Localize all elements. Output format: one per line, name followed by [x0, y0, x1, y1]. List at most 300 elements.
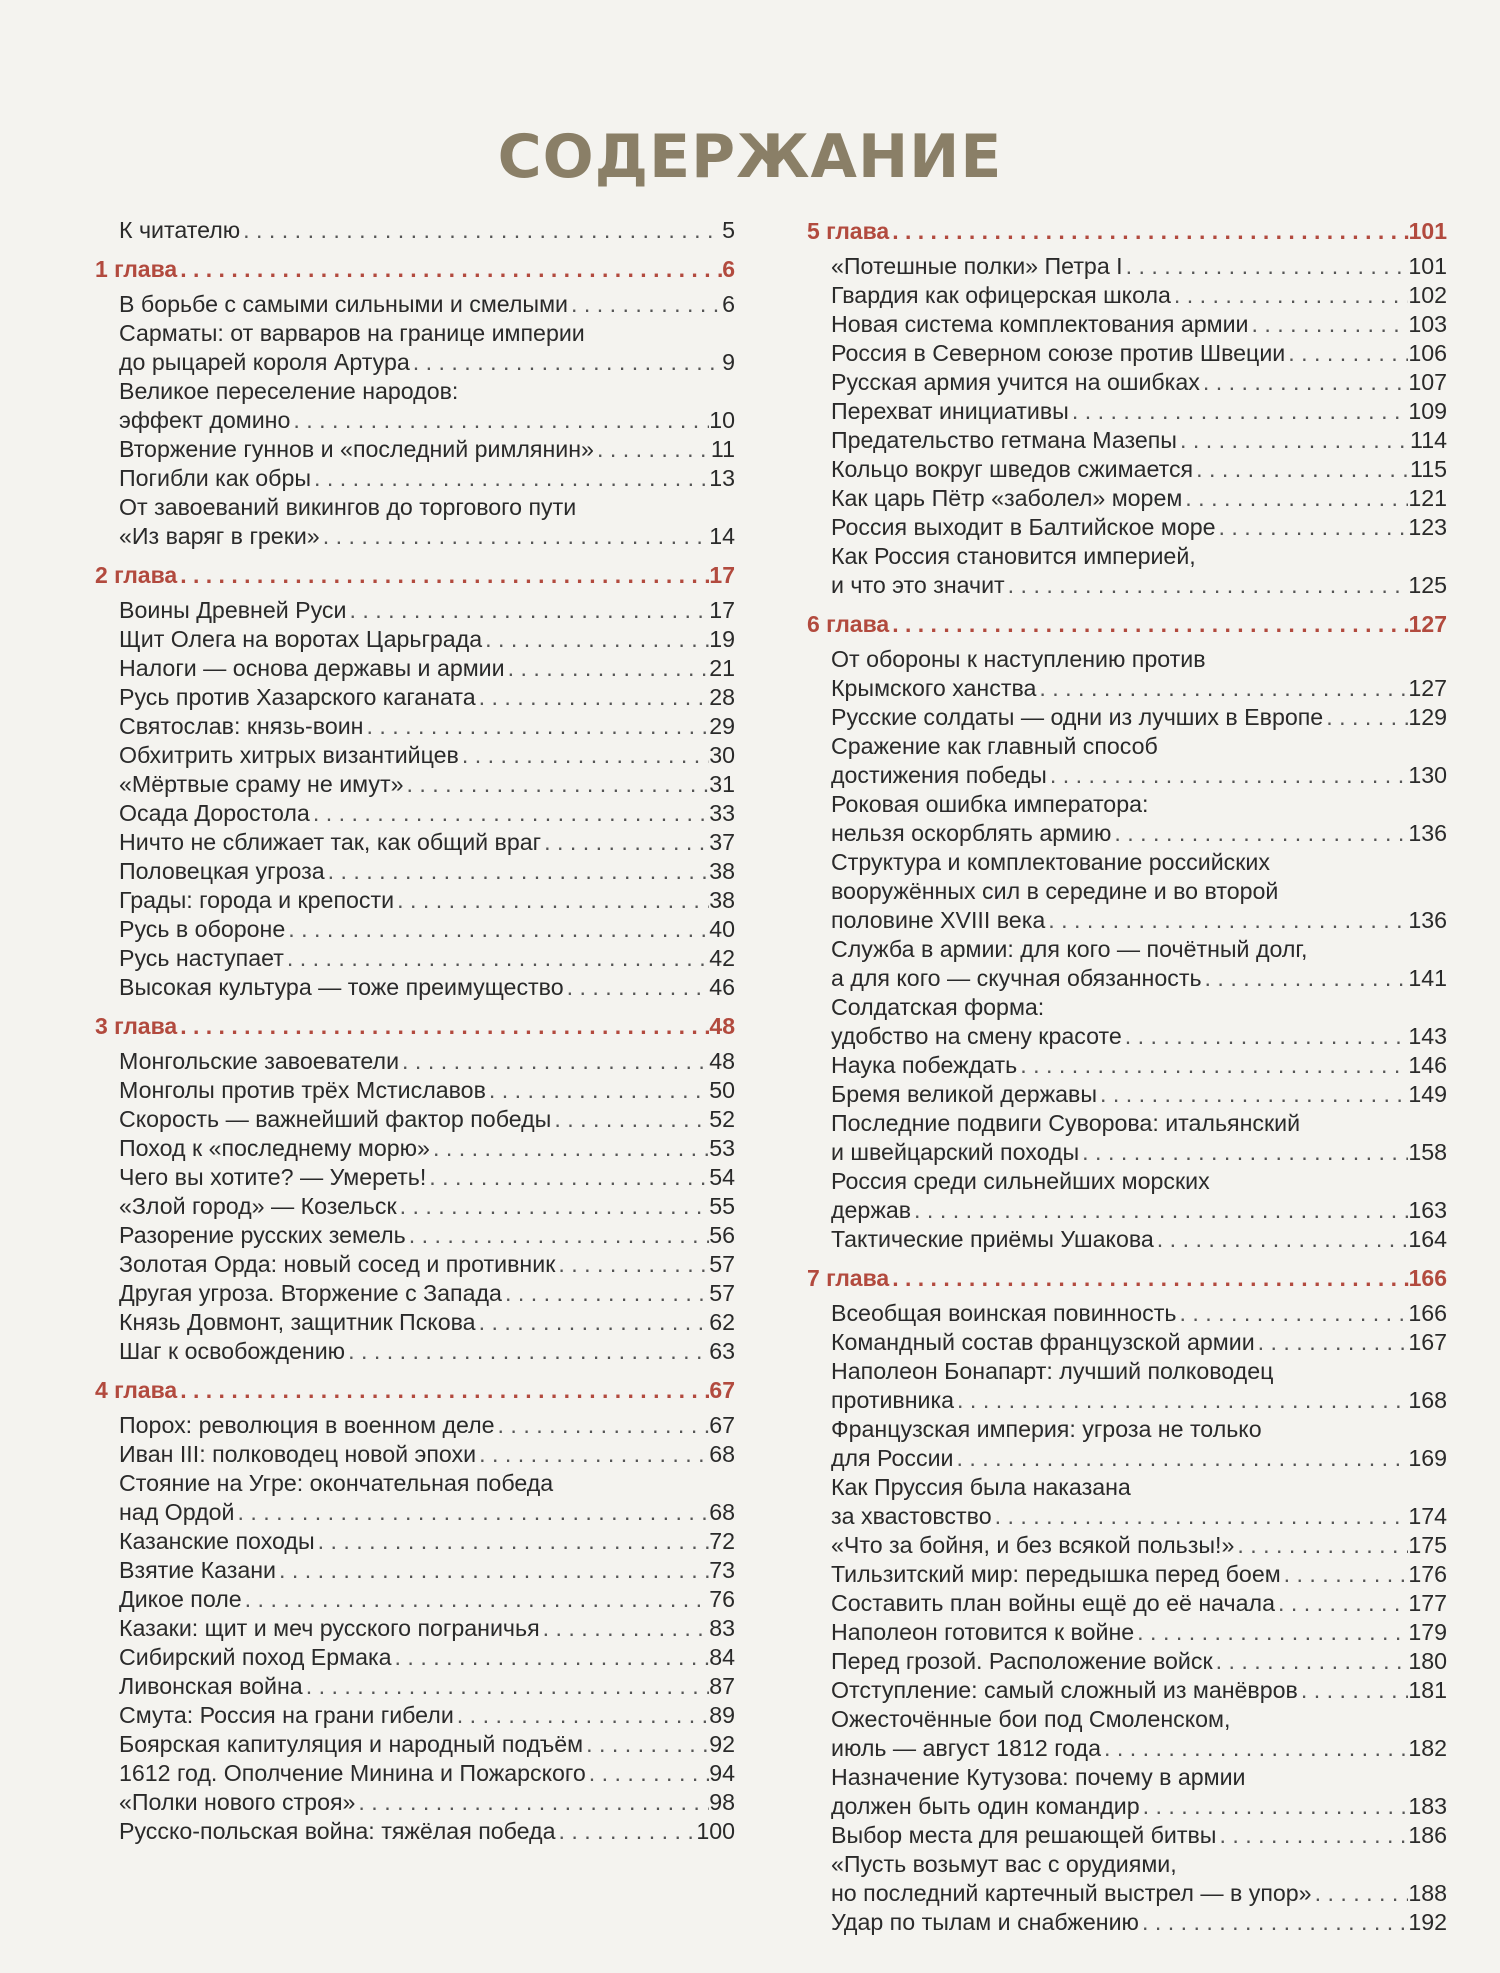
dot-leader: [586, 1759, 709, 1788]
toc-entry[interactable]: [95, 1701, 735, 1730]
page-number: 146: [1408, 1052, 1447, 1078]
toc-entry[interactable]: [95, 654, 735, 683]
toc-entry[interactable]: [807, 513, 1447, 542]
dot-leader: [1047, 761, 1409, 790]
page-number: 6: [722, 291, 735, 317]
toc-entry[interactable]: [807, 1705, 1447, 1734]
toc-entry[interactable]: [807, 1386, 1447, 1415]
entry-title: Выбор места для решающей битвы: [831, 1822, 1217, 1848]
toc-entry[interactable]: [95, 1105, 735, 1134]
entry-title: Поход к «последнему морю»: [119, 1135, 430, 1161]
toc-entry[interactable]: [807, 1908, 1447, 1937]
entry-title: Ничто не сближает так, как общий враг: [119, 829, 542, 855]
dot-leader: [285, 915, 709, 944]
entry-title: Солдатская форма:: [831, 994, 1045, 1020]
dot-leader: [346, 596, 709, 625]
dot-leader: [1177, 426, 1410, 455]
chapter-section: [95, 1011, 735, 1366]
page-number: 92: [709, 1731, 735, 1757]
dot-leader: [1123, 252, 1409, 281]
dot-leader: [345, 1337, 709, 1366]
toc-entry[interactable]: [95, 1279, 735, 1308]
dot-leader: [177, 1011, 709, 1041]
dot-leader: [177, 1375, 709, 1405]
chapter-heading[interactable]: [95, 254, 735, 284]
toc-entry[interactable]: [95, 1556, 735, 1585]
entry-title: К читателю: [119, 217, 241, 243]
page-number: 76: [709, 1586, 735, 1612]
page-number: 37: [709, 829, 735, 855]
page-number: 164: [1408, 1226, 1447, 1252]
toc-entry[interactable]: [807, 1473, 1447, 1502]
toc-entry[interactable]: [95, 1730, 735, 1759]
toc-entry[interactable]: [95, 348, 735, 377]
toc-entry[interactable]: [807, 790, 1447, 819]
toc-entry[interactable]: [95, 522, 735, 551]
dot-leader: [242, 1585, 710, 1614]
page-number: 6: [722, 256, 735, 282]
page-number: 28: [709, 684, 735, 710]
toc-entry[interactable]: [95, 625, 735, 654]
page-number: 94: [709, 1760, 735, 1786]
toc-entry[interactable]: [807, 645, 1447, 674]
dot-leader: [1097, 1080, 1408, 1109]
toc-column-right: [807, 216, 1447, 1937]
toc-entry[interactable]: [95, 973, 735, 1002]
toc-entry[interactable]: [95, 915, 735, 944]
toc-entry[interactable]: [807, 848, 1447, 877]
entry-title: «Злой город» — Козельск: [119, 1193, 397, 1219]
toc-entry[interactable]: [807, 703, 1447, 732]
toc-entry[interactable]: [807, 571, 1447, 600]
page-number: 130: [1408, 762, 1447, 788]
page-number: 11: [710, 436, 735, 462]
toc-entry[interactable]: [807, 1502, 1447, 1531]
toc-entry[interactable]: [95, 741, 735, 770]
entry-title: Как Россия становится империей,: [831, 543, 1196, 569]
toc-entry[interactable]: [807, 1225, 1447, 1254]
toc-entry[interactable]: [807, 426, 1447, 455]
toc-entry[interactable]: [95, 1817, 735, 1846]
toc-entry[interactable]: [807, 397, 1447, 426]
entry-title: Монголы против трёх Мстиславов: [119, 1077, 486, 1103]
dot-leader: [310, 799, 709, 828]
toc-entry[interactable]: [95, 1221, 735, 1250]
entry-title: Составить план войны ещё до её начала: [831, 1590, 1275, 1616]
entry-title: Золотая Орда: новый сосед и противник: [119, 1251, 556, 1277]
page-number: 192: [1408, 1909, 1447, 1935]
toc-entry[interactable]: [807, 877, 1447, 906]
page-number: 143: [1408, 1023, 1447, 1049]
entry-title: Служба в армии: для кого — почётный долг,: [831, 936, 1308, 962]
entry-title: От завоеваний викингов до торгового пути: [119, 494, 577, 520]
entry-title: для России: [831, 1445, 954, 1471]
dot-leader: [556, 1817, 697, 1846]
page-number: 100: [696, 1818, 735, 1844]
page-number: 89: [709, 1702, 735, 1728]
page-number: 30: [709, 742, 735, 768]
entry-title: Щит Олега на воротах Царьграда: [119, 626, 483, 652]
dot-leader: [495, 1411, 710, 1440]
page-number: 136: [1408, 820, 1447, 846]
page-number: 48: [709, 1013, 735, 1039]
entry-title: Высокая культура — тоже преимущество: [119, 974, 564, 1000]
toc-entry[interactable]: [95, 464, 735, 493]
toc-entry[interactable]: [95, 1614, 735, 1643]
page-number: 176: [1408, 1561, 1447, 1587]
toc-entry[interactable]: [807, 455, 1447, 484]
page-number: 38: [709, 858, 735, 884]
page-number: 174: [1408, 1503, 1447, 1529]
toc-entry[interactable]: [807, 1589, 1447, 1618]
entry-title: Князь Довмонт, защитник Пскова: [119, 1309, 476, 1335]
toc-entry[interactable]: [807, 368, 1447, 397]
entry-title: Кольцо вокруг шведов сжимается: [831, 456, 1194, 482]
entry-title: 6 глава: [807, 611, 890, 637]
toc-entry[interactable]: [95, 1585, 735, 1614]
dot-leader: [1255, 1328, 1409, 1357]
toc-entry[interactable]: [95, 1440, 735, 1469]
entry-title: Перехват инициативы: [831, 398, 1069, 424]
entry-title: В борьбе с самыми сильными и смелыми: [119, 291, 568, 317]
entry-title: «Что за бойня, и без всякой пользы!»: [831, 1532, 1235, 1558]
page-number: 57: [709, 1251, 735, 1277]
entry-title: 4 глава: [95, 1377, 178, 1403]
entry-title: Командный состав французской армии: [831, 1329, 1255, 1355]
page-number: 98: [709, 1789, 735, 1815]
toc-entry[interactable]: [95, 319, 735, 348]
page-number: 109: [1408, 398, 1447, 424]
toc-entry[interactable]: [95, 770, 735, 799]
entry-title: «Из варяг в греки»: [119, 523, 320, 549]
dot-leader: [555, 1250, 709, 1279]
toc-entry[interactable]: [95, 290, 735, 319]
page-number: 181: [1408, 1677, 1447, 1703]
dot-leader: [406, 1221, 709, 1250]
chapter-section: [807, 1263, 1447, 1937]
toc-entry[interactable]: [95, 857, 735, 886]
entry-title: Другая угроза. Вторжение с Запада: [119, 1280, 502, 1306]
dot-leader: [397, 1192, 710, 1221]
toc-entry[interactable]: [807, 1022, 1447, 1051]
toc-entry[interactable]: [95, 1076, 735, 1105]
dot-leader: [486, 1076, 709, 1105]
page-number: 102: [1408, 282, 1447, 308]
entry-title: за хвастовство: [831, 1503, 992, 1529]
dot-leader: [954, 1444, 1409, 1473]
entry-title: Последние подвиги Суворова: итальянский: [831, 1110, 1301, 1136]
entry-title: Погибли как обры: [119, 465, 312, 491]
page-number: 125: [1408, 572, 1447, 598]
toc-entry[interactable]: [807, 1167, 1447, 1196]
page-number: 114: [1410, 427, 1447, 453]
toc-entry[interactable]: [807, 1763, 1447, 1792]
entry-title: а для кого — скучная обязанность: [831, 965, 1202, 991]
entry-title: Русская армия учится на ошибках: [831, 369, 1200, 395]
entry-title: Отступление: самый сложный из манёвров: [831, 1677, 1298, 1703]
dot-leader: [355, 1788, 709, 1817]
entry-title: Тактические приёмы Ушакова: [831, 1226, 1154, 1252]
toc-entry[interactable]: [807, 906, 1447, 935]
toc-entry[interactable]: [95, 886, 735, 915]
dot-leader: [311, 464, 709, 493]
entry-title: противника: [831, 1387, 955, 1413]
toc-entry[interactable]: [807, 1415, 1447, 1444]
dot-leader: [392, 1643, 710, 1672]
dot-leader: [315, 1527, 710, 1556]
toc-entry[interactable]: [95, 1337, 735, 1366]
dot-leader: [1045, 906, 1408, 935]
toc-entry-intro[interactable]: [95, 216, 735, 245]
toc-entry[interactable]: [95, 828, 735, 857]
chapter-section: [95, 560, 735, 1002]
entry-title: Россия в Северном союзе против Швеции: [831, 340, 1286, 366]
entry-title: Разорение русских земель: [119, 1222, 406, 1248]
entry-title: Обхитрить хитрых византийцев: [119, 742, 459, 768]
dot-leader: [1036, 674, 1408, 703]
entry-title: Скорость — важнейший фактор победы: [119, 1106, 552, 1132]
entry-title: Русь в обороне: [119, 916, 286, 942]
toc-entry[interactable]: [95, 1788, 735, 1817]
page-number: 73: [709, 1557, 735, 1583]
page-number: 87: [709, 1673, 735, 1699]
dot-leader: [364, 712, 710, 741]
entry-title: Воины Древней Руси: [119, 597, 347, 623]
dot-leader: [1213, 1647, 1409, 1676]
entry-title: Русь против Хазарского каганата: [119, 684, 476, 710]
toc-entry[interactable]: [807, 1109, 1447, 1138]
page-number: 169: [1408, 1445, 1447, 1471]
toc-entry[interactable]: [95, 1643, 735, 1672]
page-number: 68: [709, 1441, 735, 1467]
toc-entry[interactable]: [95, 1498, 735, 1527]
toc-entry[interactable]: [807, 761, 1447, 790]
entry-title: держав: [831, 1197, 912, 1223]
toc-entry[interactable]: [807, 1051, 1447, 1080]
chapter-heading[interactable]: [95, 1011, 735, 1041]
dot-leader: [583, 1730, 709, 1759]
dot-leader: [505, 654, 710, 683]
dot-leader: [1298, 1676, 1408, 1705]
dot-leader: [889, 1263, 1408, 1293]
toc-entry[interactable]: [95, 712, 735, 741]
toc-entry[interactable]: [807, 1618, 1447, 1647]
entry-title: удобство на смену красоте: [831, 1023, 1122, 1049]
page-number: 103: [1408, 311, 1447, 337]
toc-entry[interactable]: [95, 406, 735, 435]
toc-entry[interactable]: [807, 1821, 1447, 1850]
page-number: 14: [709, 523, 735, 549]
toc-entry[interactable]: [807, 993, 1447, 1022]
toc-entry[interactable]: [807, 339, 1447, 368]
page-number: 54: [709, 1164, 735, 1190]
entry-title: Казанские походы: [119, 1528, 315, 1554]
toc-column-left: [95, 216, 735, 1846]
dot-leader: [911, 1196, 1408, 1225]
entry-title: «Потешные полки» Петра I: [831, 253, 1123, 279]
entry-title: нельзя оскорблять армию: [831, 820, 1112, 846]
dot-leader: [430, 1134, 709, 1163]
entry-title: Казаки: щит и меч русского пограничья: [119, 1615, 540, 1641]
page-title: СОДЕРЖАНИЕ: [497, 122, 1003, 192]
dot-leader: [1275, 1589, 1408, 1618]
dot-leader: [284, 944, 709, 973]
toc-entry[interactable]: [807, 674, 1447, 703]
entry-title: Порох: революция в военном деле: [119, 1412, 495, 1438]
dot-leader: [1249, 310, 1409, 339]
page-number: 101: [1408, 253, 1447, 279]
dot-leader: [290, 406, 709, 435]
toc-entry[interactable]: [95, 1308, 735, 1337]
entry-title: Французская империя: угроза не только: [831, 1416, 1262, 1442]
chapter-heading[interactable]: [95, 1375, 735, 1405]
dot-leader: [1200, 368, 1408, 397]
entry-title: Русско-польская война: тяжёлая победа: [119, 1818, 556, 1844]
entry-title: Святослав: князь-воин: [119, 713, 364, 739]
toc-entry[interactable]: [807, 252, 1447, 281]
toc-entry[interactable]: [95, 799, 735, 828]
page-number: 9: [722, 349, 735, 375]
toc-entry[interactable]: [95, 377, 735, 406]
toc-entry[interactable]: [807, 732, 1447, 761]
page-number: 17: [709, 562, 735, 588]
toc-entry[interactable]: [95, 1134, 735, 1163]
toc-entry[interactable]: [807, 1647, 1447, 1676]
entry-title: Наполеон Бонапарт: лучший полководец: [831, 1358, 1274, 1384]
toc-entry[interactable]: [807, 1792, 1447, 1821]
toc-entry[interactable]: [95, 944, 735, 973]
page-number: 29: [709, 713, 735, 739]
dot-leader: [1154, 1225, 1409, 1254]
toc-entry[interactable]: [807, 964, 1447, 993]
toc-entry[interactable]: [807, 484, 1447, 513]
entry-title: Боярская капитуляция и народный подъём: [119, 1731, 584, 1757]
page-number: 72: [709, 1528, 735, 1554]
page-number: 55: [709, 1193, 735, 1219]
entry-title: 1 глава: [95, 256, 178, 282]
dot-leader: [1323, 703, 1408, 732]
dot-leader: [1193, 455, 1410, 484]
dot-leader: [1171, 281, 1408, 310]
toc-entry[interactable]: [807, 1676, 1447, 1705]
page-number: 129: [1408, 704, 1447, 730]
toc-entry[interactable]: [95, 1411, 735, 1440]
toc-entry[interactable]: [807, 1734, 1447, 1763]
chapter-heading[interactable]: [95, 560, 735, 590]
page-number: 127: [1408, 611, 1447, 637]
toc-entry[interactable]: [95, 1047, 735, 1076]
page-number: 10: [709, 407, 735, 433]
entry-title: но последний картечный выстрел — в упор»: [831, 1880, 1312, 1906]
toc-entry[interactable]: [95, 1759, 735, 1788]
page-number: 53: [709, 1135, 735, 1161]
dot-leader: [1216, 513, 1409, 542]
entry-title: Как царь Пётр «заболел» морем: [831, 485, 1183, 511]
dot-leader: [889, 216, 1408, 246]
entry-title: Тильзитский мир: передышка перед боем: [831, 1561, 1281, 1587]
entry-title: Иван III: полководец новой эпохи: [119, 1441, 477, 1467]
toc-entry[interactable]: [807, 935, 1447, 964]
entry-title: Русские солдаты — одни из лучших в Европе: [831, 704, 1324, 730]
chapter-section: [95, 254, 735, 551]
page-number: 17: [709, 597, 735, 623]
toc-entry[interactable]: [95, 1672, 735, 1701]
entry-title: должен быть один командир: [831, 1793, 1140, 1819]
toc-entry[interactable]: [95, 493, 735, 522]
toc-entry[interactable]: [95, 435, 735, 464]
page-number: 63: [709, 1338, 735, 1364]
chapter-heading[interactable]: [807, 1263, 1447, 1293]
toc-entry[interactable]: [95, 1163, 735, 1192]
toc-entry[interactable]: [807, 310, 1447, 339]
dot-leader: [240, 216, 722, 245]
toc-entry[interactable]: [95, 1527, 735, 1556]
toc-entry[interactable]: [95, 596, 735, 625]
entry-title: «Пусть возьмут вас с орудиями,: [831, 1851, 1177, 1877]
page-number: 5: [722, 217, 735, 243]
page-number: 121: [1408, 485, 1447, 511]
entry-title: 3 глава: [95, 1013, 178, 1039]
dot-leader: [454, 1701, 709, 1730]
toc-entry[interactable]: [807, 1138, 1447, 1167]
toc-entry[interactable]: [807, 819, 1447, 848]
toc-entry[interactable]: [95, 683, 735, 712]
dot-leader: [1281, 1560, 1409, 1589]
entry-title: Всеобщая воинская повинность: [831, 1300, 1177, 1326]
entry-title: Крымского ханства: [831, 675, 1037, 701]
page-number: 42: [709, 945, 735, 971]
entry-title: Структура и комплектование российских: [831, 849, 1270, 875]
page-number: 52: [709, 1106, 735, 1132]
chapter-heading[interactable]: [807, 609, 1447, 639]
toc-entry[interactable]: [807, 1444, 1447, 1473]
page-number: 175: [1408, 1532, 1447, 1558]
entry-title: Сражение как главный способ: [831, 733, 1158, 759]
dot-leader: [476, 1440, 709, 1469]
dot-leader: [399, 1047, 709, 1076]
entry-title: «Мёртвые сраму не имут»: [119, 771, 404, 797]
page-number: 67: [709, 1412, 735, 1438]
toc-entry[interactable]: [807, 542, 1447, 571]
toc-entry[interactable]: [807, 1196, 1447, 1225]
toc-entry[interactable]: [807, 1080, 1447, 1109]
entry-title: Взятие Казани: [119, 1557, 276, 1583]
entry-title: Роковая ошибка императора:: [831, 791, 1149, 817]
toc-entry[interactable]: [807, 1328, 1447, 1357]
dot-leader: [476, 1308, 710, 1337]
dot-leader: [1140, 1792, 1409, 1821]
toc-entry[interactable]: [807, 1299, 1447, 1328]
dot-leader: [1134, 1618, 1408, 1647]
dot-leader: [394, 886, 709, 915]
chapter-heading[interactable]: [807, 216, 1447, 246]
toc-entry[interactable]: [807, 1850, 1447, 1879]
chapter-section: [807, 216, 1447, 600]
toc-entry[interactable]: [95, 1250, 735, 1279]
toc-entry[interactable]: [807, 281, 1447, 310]
dot-leader: [1079, 1138, 1408, 1167]
dot-leader: [1101, 1734, 1408, 1763]
toc-entry[interactable]: [807, 1879, 1447, 1908]
toc-entry[interactable]: [95, 1469, 735, 1498]
toc-entry[interactable]: [807, 1357, 1447, 1386]
toc-entry[interactable]: [95, 1192, 735, 1221]
page-number: 83: [709, 1615, 735, 1641]
toc-entry[interactable]: [807, 1531, 1447, 1560]
toc-entry[interactable]: [807, 1560, 1447, 1589]
entry-title: Осада Доростола: [119, 800, 310, 826]
entry-title: до рыцарей короля Артура: [119, 349, 410, 375]
